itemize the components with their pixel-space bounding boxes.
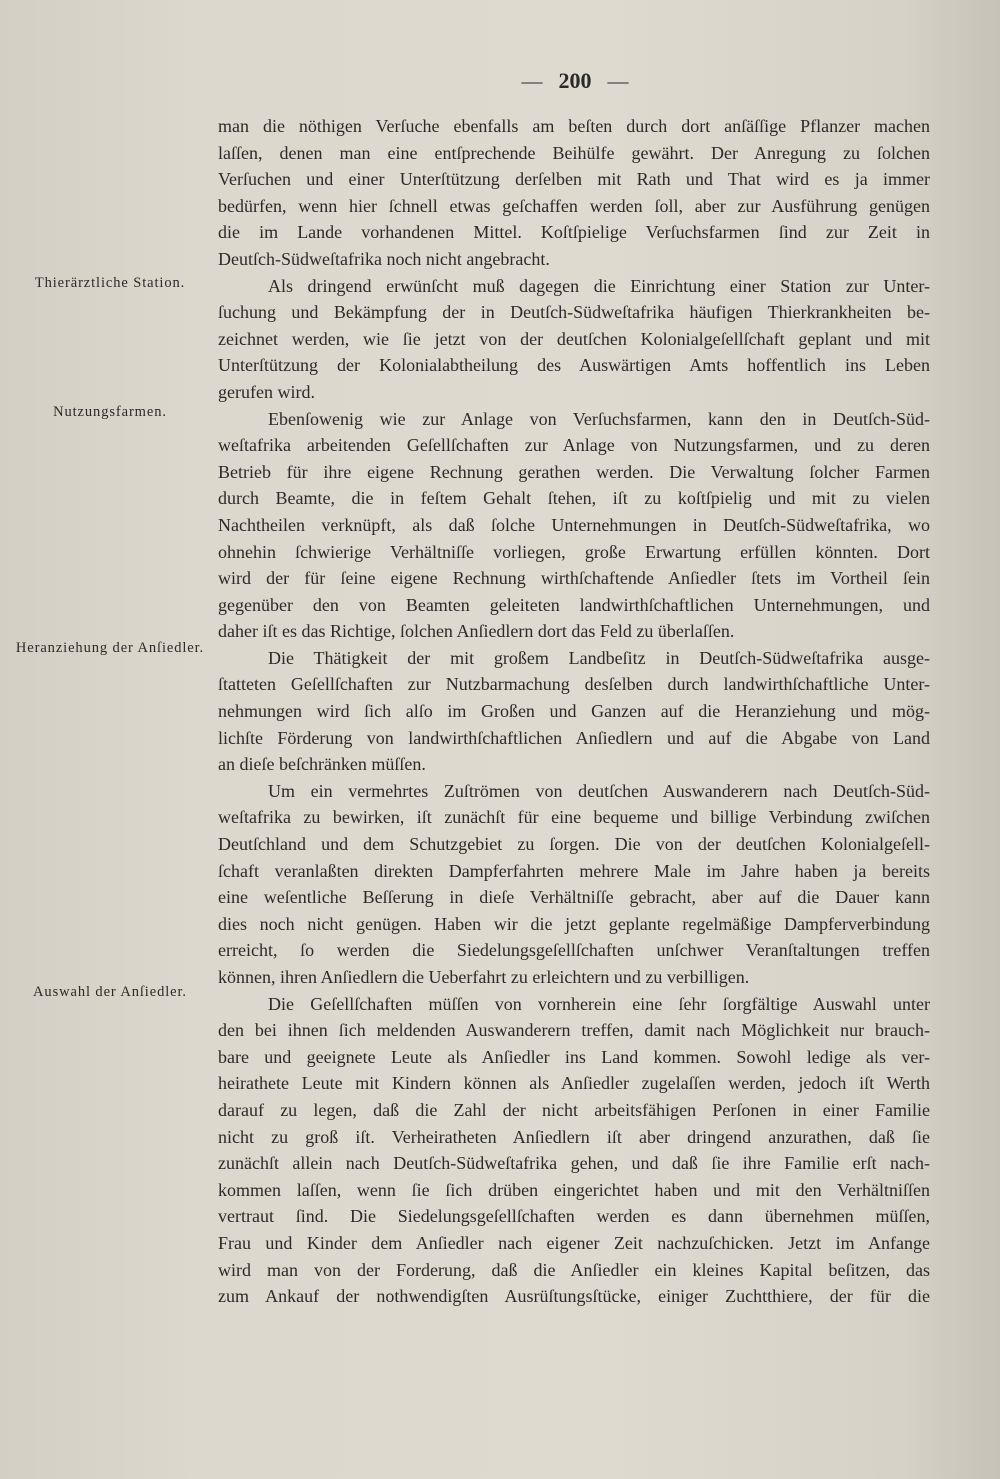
text-line: nehmungen wird ſich alſo im Großen und Ganzen auf die Heranziehung und mög- — [218, 701, 930, 722]
text-line: Deutſch-Südweſtafrika noch nicht angebracht. — [218, 248, 550, 269]
page-number: 200 — [558, 68, 592, 93]
text-line: nicht zu groß iſt. Verheiratheten Anſiedlern iſt aber dringend anzurathen, daß ſie — [218, 1126, 930, 1147]
text-line: zum Ankauf der nothwendigſten Ausrüſtungsſtücke, einiger Zuchtthiere, der für die — [218, 1286, 930, 1307]
text-line: wird man von der Forderung, daß die Anſiedler ein kleines Kapital beſitzen, das — [218, 1259, 930, 1280]
text-line: gegenüber den von Beamten geleiteten landwirthſchaftlichen Unternehmungen, und — [218, 594, 930, 615]
text-line: Ebenſowenig wie zur Anlage von Verſuchsfarmen, kann den in Deutſch-Süd- — [268, 408, 930, 429]
margin-note-recruiting-settlers: Heranziehung der Anſiedler. — [15, 640, 205, 656]
text-line: Die Thätigkeit der mit großem Landbeſitz in Deutſch-Südweſtafrika ausge- — [268, 647, 930, 668]
text-line: Frau und Kinder dem Anſiedler nach eigener Zeit nachzuſchicken. Jetzt im Anfange — [218, 1232, 930, 1253]
header-dash-left: — — [521, 69, 543, 93]
text-line: ſtatteten Geſellſchaften zur Nutzbarmachung desſelben durch landwirthſchaftliche Unter- — [218, 674, 930, 695]
text-line: Die Geſellſchaften müſſen von vornherein eine ſehr ſorgfältige Auswahl unter — [268, 993, 930, 1014]
text-line: an dieſe beſchränken müſſen. — [218, 754, 426, 775]
paragraph — [218, 778, 930, 991]
text-line: die im Lande vorhandenen Mittel. Koſtſpielige Verſuchsfarmen ſind zur Zeit in — [218, 222, 930, 243]
text-line: bare und geeignete Leute als Anſiedler ins Land kommen. Sowohl ledige als ver- — [218, 1046, 930, 1067]
margin-note-veterinary-station: Thierärztliche Station. — [34, 275, 186, 291]
page-header — [500, 66, 650, 96]
margin-note-selection-of-settlers: Auswahl der Anſiedler. — [33, 984, 187, 1000]
text-line: ſchaft veranlaßten direkten Dampferfahrten mehrere Male im Jahre haben ja bereits — [218, 860, 930, 881]
text-line: können, ihren Anſiedlern die Ueberfahrt zu erleichtern und zu verbilligen. — [218, 967, 750, 987]
text-line: ſuchung und Bekämpfung der in Deutſch-Südweſtafrika häufigen Thierkrankheiten be- — [218, 302, 930, 323]
text-line: den bei ihnen ſich meldenden Auswanderern treffen, damit nach Möglichkeit nur brauch- — [218, 1020, 930, 1041]
body-text — [218, 113, 930, 1310]
text-line: gerufen wird. — [218, 381, 315, 402]
text-line: Um ein vermehrtes Zuſtrömen von deutſchen Auswanderern nach Deutſch-Süd- — [268, 780, 930, 801]
text-line: zeichnet werden, wie ſie jetzt von der deutſchen Kolonialgeſellſchaft geplant und mit — [218, 328, 930, 349]
text-line: Nachtheilen verknüpft, als daß ſolche Unternehmungen in Deutſch-Südweſtafrika, wo — [218, 514, 930, 535]
text-line: laſſen, denen man eine entſprechende Beihülfe gewährt. Der Anregung zu ſolchen — [218, 142, 930, 163]
text-line: Deutſchland und dem Schutzgebiet zu ſorgen. Die von der deutſchen Kolonialgeſell- — [218, 834, 930, 855]
text-line: erreicht, ſo werden die Siedelungsgeſellſchaften unſchwer Veranſtaltungen treffen — [218, 940, 930, 961]
text-line: lichſte Förderung von landwirthſchaftlichen Anſiedlern und auf die Abgabe von Land — [218, 727, 930, 748]
paragraph — [218, 645, 930, 778]
text-line: Als dringend erwünſcht muß dagegen die Einrichtung einer Station zur Unter- — [268, 275, 930, 296]
paragraph — [218, 113, 930, 273]
text-line: Unterſtützung der Kolonialabtheilung des Auswärtigen Amts hoffentlich ins Leben — [218, 355, 930, 376]
text-line: heirathete Leute mit Kindern können als Anſiedler zugelaſſen werden, jedoch iſt Werth — [218, 1073, 930, 1094]
text-line: Betrieb für ihre eigene Rechnung gerathen werden. Die Verwaltung ſolcher Farmen — [218, 461, 930, 482]
text-line: zunächſt allein nach Deutſch-Südweſtafrika gehen, und daß ſie ihre Familie erſt nach- — [218, 1153, 930, 1174]
text-line: weſtafrika zu bewirken, iſt zunächſt für eine bequeme und billige Verbindung zwiſchen — [218, 807, 930, 828]
text-line: kommen laſſen, wenn ſie ſich drüben eingerichtet haben und mit den Verhältniſſen — [218, 1179, 930, 1200]
text-line: wird der für ſeine eigene Rechnung wirthſchaftende Anſiedler ſtets im Vortheil ſein — [218, 568, 930, 589]
text-line: durch Beamte, die in feſtem Gehalt ſtehen, iſt zu koſtſpielig und mit zu vielen — [218, 488, 930, 509]
text-line: dies noch nicht genügen. Haben wir die jetzt geplante regelmäßige Dampferverbindung — [218, 913, 930, 934]
paragraph — [218, 273, 930, 406]
text-line: darauf zu legen, daß die Zahl der nicht arbeitsfähigen Perſonen in einer Familie — [218, 1099, 930, 1120]
text-line: vertraut ſind. Die Siedelungsgeſellſchaften werden es dann übernehmen müſſen, — [218, 1206, 930, 1227]
paragraph — [218, 991, 930, 1310]
text-line: bedürfen, wenn hier ſchnell etwas geſchaffen werden ſoll, aber zur Ausführung genügen — [218, 195, 930, 216]
margin-note-utility-farms: Nutzungsfarmen. — [53, 404, 167, 420]
text-line: ohnehin ſchwierige Verhältniſſe vorliegen, große Erwartung erfüllen könnten. Dort — [218, 541, 930, 562]
text-line: Verſuchen und einer Unterſtützung derſelben mit Rath und That wird es ja immer — [218, 169, 930, 190]
text-line: daher iſt es das Richtige, ſolchen Anſiedlern dort das Feld zu überlaſſen. — [218, 621, 735, 642]
text-line: man die nöthigen Verſuche ebenfalls am beſten durch dort anſäſſige Pflanzer machen — [218, 116, 930, 136]
header-dash-right: — — [607, 69, 629, 93]
text-line: eine weſentliche Beſſerung in dieſe Verhältniſſe gebracht, aber auf die Dauer kann — [218, 887, 930, 908]
paragraph — [218, 406, 930, 645]
text-line: weſtafrika arbeitenden Geſellſchaften zur Anlage von Nutzungsfarmen, und zu deren — [218, 435, 930, 456]
